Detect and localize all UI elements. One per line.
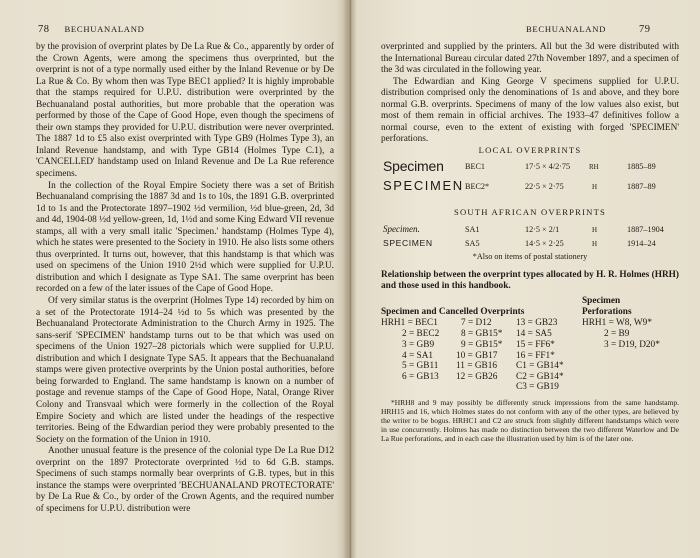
overprint-size: 14·5 × 2·25 — [525, 239, 564, 248]
overprint-size: 12·5 × 2/1 — [525, 225, 560, 234]
hrh-mapping: 16 = FF1* — [516, 351, 555, 361]
hrh-mapping: 2 = BEC2 — [402, 329, 440, 339]
right-paragraph-2: The Edwardian and King George V specimens supplied for U.P.U. distribution comprised only the denominations of 1s and above, and they bore normal G.B. overprints. Specimens of many of the low values also exist, but most of them remain in official archives. The 1933–47 definitives follow a normal course, even to the extent of existing with forged 'SPECIMEN' perforations. — [381, 76, 679, 145]
relationship-footnote: *HRH8 and 9 may possibly be differently struck impressions from the same handstamp. HRH15 and 16, which Holmes states do not conform with any of the other types, are believed by the writer to be bogus. HRHC1 and C2 are struck from slightly different handstamps which were in use concurrently. Holmes has made no distinction between the two different Waterlow and De La Rue perforations, and in each case the illustration used by him is of the later one. — [381, 398, 679, 443]
right-page — [354, 0, 700, 558]
hrh-mapping: 15 = FF6* — [516, 340, 555, 350]
specimen-perforations-heading: Specimen Perforations — [582, 296, 632, 317]
overprint-letter: RH — [589, 163, 599, 171]
hrh-mapping: 6 = GB13 — [402, 372, 439, 382]
hrh-mapping: 7 = D12 — [461, 318, 492, 328]
left-paragraph-3: Of very similar status is the overprint (Holmes Type 14) recorded by him on a set of the Protectorate 1914–24 ½d to 5s which was presented by the Bechuanaland Protectorate Administration to the Church Army in 1925. The sans-serif 'SPECIMEN' handstamp turns out to be that which was used on specimens of the Union 1927–28 pictorials which were supplied for U.P.U. distribution and which I designate Type SA5. It appears that the Bechuanaland stamps were given protective overprints by the Union postal authorities, before being forwarded to England. The same handstamp is known on a number of postage and revenue stamps of the Cape of Good Hope, Natal, Orange River Colony and Transvaal which were formerly in the collection of the Royal Empire Society and which are listed under the headings of the respective territories. Being of the Edwardian period they were probably presented to the Society on the formation of the Union in 1910. — [36, 296, 334, 445]
specimen-cancelled-heading: Specimen and Cancelled Overprints — [381, 307, 525, 317]
hrh-mapping: 8 = GB15* — [461, 329, 503, 339]
hrh-mapping: C3 = GB19 — [516, 382, 559, 392]
local-overprints-title: LOCAL OVERPRINTS — [478, 145, 582, 155]
right-page-number: 79 — [639, 24, 651, 35]
hrh-mapping: 4 = SA1 — [402, 351, 434, 361]
hrh-mapping: C1 = GB14* — [516, 361, 564, 371]
hrh-mapping: C2 = GB14* — [516, 372, 564, 382]
specimen-overprint-sample: Specimen. — [383, 224, 420, 234]
left-body-text — [36, 42, 334, 515]
right-paragraph-1: overprinted and supplied by the printers. All but the 3d were distributed with the International Bureau circular dated 27th November 1897, and a specimen of the 3d was circulated in the following year. — [381, 42, 679, 76]
left-page — [0, 0, 346, 558]
left-paragraph-4: Another unusual feature is the presence of the colonial type De La Rue D12 overprint on the 1897 Protectorate overprinted ½d to 6d G.B. stamps. Specimens of such stamps normally bear overprints of G.B. types, but in this instance the stamps were overprinted 'BECHUANALAND PROTECTORATE' by De La Rue & Co., by order of the Crown Agents, and the required number of specimens for U.P.U. distribution were — [36, 446, 334, 514]
overprint-letter: H — [592, 240, 598, 248]
left-paragraph-2: In the collection of the Royal Empire Society there was a set of British Bechuanaland comprising the 1887 3d and 1s to 10s, the 1891 G.B. overprinted 1d to 1s and the Protectorate 1897–1902 ½d vermilion, ½d blue-green, 2d, 3d and 4d, 1904-08 ½d yellow-green, 1d, 1½d and some King Edward VII revenue stamps, all with a very small italic 'Specimen.' handstamp (Holmes Type 4), which he states were presented to the Society in 1910. He also lists some others thus overprinted. It turns out, however, that this handstamp is that which was used on specimens of the Union 1910 2½d which were supplied for U.P.U. distribution and which I designate as Type SA1. The same overprint has been recorded on a few of the later issues of the Cape of Good Hope. — [36, 180, 334, 295]
overprint-code: BEC2* — [465, 182, 490, 191]
hrh-perforation-mapping: 2 = B9 — [604, 329, 630, 339]
hrh-mapping: 14 = SA5 — [516, 329, 552, 339]
specimen-overprint-sample: SPECIMEN — [383, 178, 464, 193]
hrh-perforation-mapping: HRH1 = W8, W9* — [582, 318, 652, 328]
hrh-perforation-mapping: 3 = D19, D20* — [604, 340, 660, 350]
overprint-size: 22·5 × 2·75 — [525, 182, 564, 191]
postal-stationery-note: *Also on items of postal stationery — [472, 252, 588, 261]
specimen-overprint-sample: SPECIMEN — [383, 238, 433, 248]
right-body-text — [381, 42, 679, 146]
overprint-letter: H — [592, 183, 598, 191]
overprint-years: 1885–89 — [627, 162, 656, 171]
overprint-size: 17·5 × 4/2·75 — [525, 162, 571, 171]
hrh-mapping: 5 = GB11 — [402, 361, 439, 371]
left-paragraph-1: by the provision of overprint plates by De La Rue & Co., apparently by order of the Crown Agents, were among the specimens thus overprinted, but the overprint is not of a type normally used either by the Inland Revenue or by De La Rue & Co. By whom then was Type BEC1 applied? It is highly improbable that the stamps required for U.P.U. distribution were overprinted by the Bechuanaland postal authorities, but more probable that the operation was performed by those of the Cape of Good Hope, even though the specimens of their own stamps they provided for U.P.U. distribution were never overprinted. The 1887 1d to £5 also exist overprinted with Type GB9 (Holmes Type 3), an Inland Revenue handstamp, and with Type GB14 (Holmes Type C.1), a 'CANCELLED' handstamp used on Inland Revenue and De La Rue reference specimens. — [36, 42, 334, 180]
overprint-years: 1914–24 — [627, 239, 656, 248]
overprint-years: 1887–1904 — [627, 225, 664, 234]
specimen-overprint-sample: Specimen — [383, 158, 444, 174]
overprint-code: SA5 — [465, 239, 480, 248]
hrh-mapping: 10 = GB17 — [456, 351, 498, 361]
left-running-title: BECHUANALAND — [64, 24, 145, 34]
overprint-code: BEC1 — [465, 162, 486, 171]
left-page-number: 78 — [38, 24, 50, 35]
hrh-mapping: HRH1 = BEC1 — [381, 318, 438, 328]
overprint-row — [381, 158, 679, 176]
right-running-title: BECHUANALAND — [526, 24, 607, 34]
hrh-mapping: 9 = GB15* — [461, 340, 503, 350]
left-running-head — [38, 24, 145, 35]
right-running-head — [526, 24, 651, 35]
overprint-letter: H — [592, 226, 598, 234]
overprint-row — [381, 235, 679, 253]
hrh-mapping: 11 = GB16 — [456, 361, 498, 371]
south-african-overprints-title: SOUTH AFRICAN OVERPRINTS — [454, 207, 606, 217]
relationship-heading: Relationship between the overprint types allocated by H. R. Holmes (HRH) and those used in this handbook. — [381, 270, 679, 292]
overprint-code: SA1 — [465, 225, 480, 234]
overprint-years: 1887–89 — [627, 182, 656, 191]
hrh-mapping: 3 = GB9 — [402, 340, 435, 350]
hrh-mapping: 13 = GB23 — [516, 318, 558, 328]
hrh-mapping: 12 = GB26 — [456, 372, 498, 382]
overprint-row — [381, 178, 679, 196]
